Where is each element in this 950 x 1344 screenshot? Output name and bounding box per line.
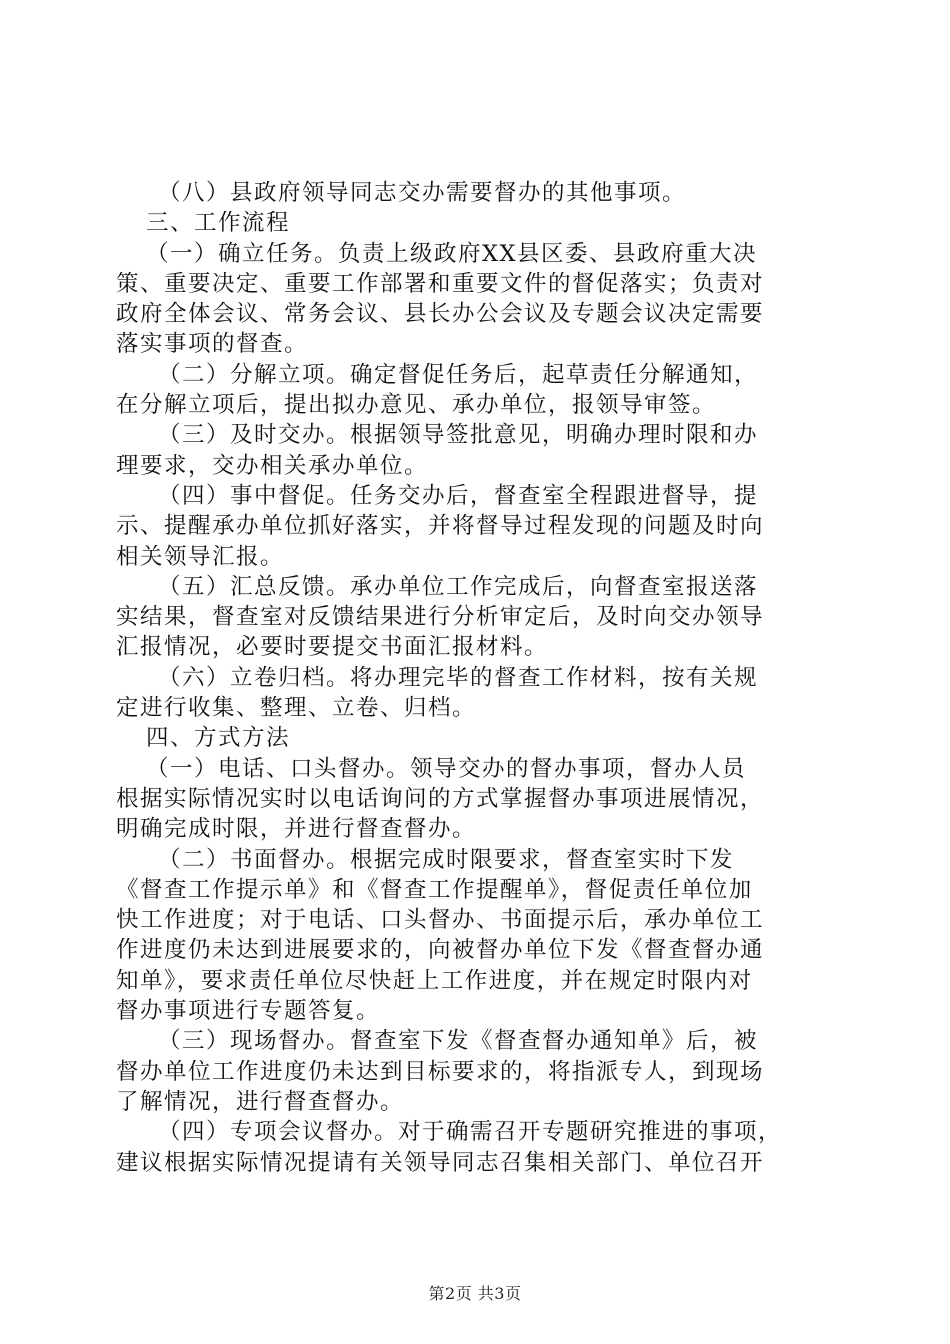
text-line: 策、重要决定、重要工作部署和重要文件的督促落实；负责对 (116, 270, 765, 297)
text-line: 《督查工作提示单》和《督查工作提醒单》，督促责任单位加 (116, 876, 753, 903)
page-footer: 第2页 共3页 (428, 1284, 522, 1303)
text-line: （二）分解立项。确定督促任务后，起草责任分解通知， (158, 361, 759, 388)
text-line: 知单》，要求责任单位尽快赶上工作进度，并在规定时限内对 (116, 967, 753, 994)
text-line: （二）书面督办。根据完成时限要求，督查室实时下发 (158, 846, 735, 873)
text-line: 根据实际情况实时以电话询问的方式掌握督办事项进展情况， (116, 785, 765, 812)
text-line: 相关领导汇报。 (116, 543, 285, 570)
text-line: 督办单位工作进度仍未达到目标要求的，将指派专人，到现场 (116, 1058, 765, 1085)
text-line: （三）及时交办。根据领导签批意见，明确办理时限和办 (158, 422, 759, 449)
text-line: 明确完成时限，并进行督查督办。 (116, 816, 477, 843)
text-line: 落实事项的督查。 (116, 331, 309, 358)
text-line: （一）电话、口头督办。领导交办的督办事项，督办人员 (146, 755, 747, 782)
text-line: 示、提醒承办单位抓好落实，并将督导过程发现的问题及时向 (116, 513, 765, 540)
section-heading: 三、工作流程 (146, 210, 291, 237)
text-line: （一）确立任务。负责上级政府XX县区委、县政府重大决 (146, 240, 758, 267)
text-line: 政府全体会议、常务会议、县长办公会议及专题会议决定需要 (116, 301, 765, 328)
text-line: （八）县政府领导同志交办需要督办的其他事项。 (158, 180, 687, 206)
text-line: 汇报情况，必要时要提交书面汇报材料。 (116, 634, 549, 661)
text-line: （四）专项会议督办。对于确需召开专题研究推进的事项， (158, 1119, 783, 1146)
text-line: 督办事项进行专题答复。 (116, 998, 381, 1025)
text-line: 定进行收集、整理、立卷、归档。 (116, 695, 477, 722)
text-line: （四）事中督促。任务交办后，督查室全程跟进督导，提 (158, 482, 759, 509)
text-line: 了解情况，进行督查督办。 (116, 1088, 405, 1115)
document-body (116, 178, 832, 1178)
text-line: 快工作进度；对于电话、口头督办、书面提示后，承办单位工 (116, 907, 765, 934)
text-line: 在分解立项后，提出拟办意见、承办单位，报领导审签。 (116, 392, 717, 419)
text-line: 作进度仍未达到进展要求的，向被督办单位下发《督查督办通 (116, 937, 765, 964)
text-line: （三）现场督办。督查室下发《督查督办通知单》后，被 (158, 1028, 759, 1055)
text-line: （六）立卷归档。将办理完毕的督查工作材料，按有关规 (158, 664, 759, 691)
section-heading: 四、方式方法 (146, 725, 291, 752)
text-line: 实结果，督查室对反馈结果进行分析审定后，及时向交办领导 (116, 604, 765, 631)
text-line: 理要求，交办相关承办单位。 (116, 452, 429, 479)
text-line: （五）汇总反馈。承办单位工作完成后，向督查室报送落 (158, 573, 759, 600)
text-line: 建议根据实际情况提请有关领导同志召集相关部门、单位召开 (116, 1149, 765, 1176)
